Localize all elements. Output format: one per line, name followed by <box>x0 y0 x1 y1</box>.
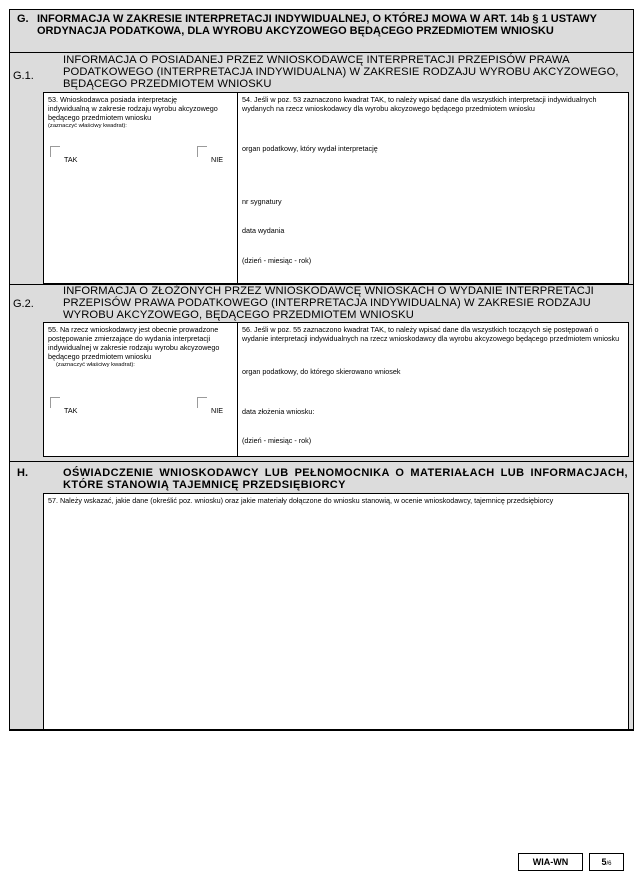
field-54[interactable] <box>237 92 629 284</box>
field-55-label: 55. Na rzecz wnioskodawcy jest obecnie prowadzone postępowanie zmierzające do wydania interpretacji indywidualnej w zakresie rodzaju wyrobu akcyzowego będącego przedmiotem wniosku <box>48 325 220 361</box>
field-55-nie-label: NIE <box>211 406 223 415</box>
divider-g1 <box>9 52 634 53</box>
page-number-box <box>589 853 624 871</box>
field-53-label: 53. Wnioskodawca posiada interpretację indywidualną w zakresie rodzaju wyrobu akcyzowego będącego przedmiotem wniosku <box>48 95 218 122</box>
field-57-label: 57. Należy wskazać, jakie dane (określić poz. wniosku) oraz jakie materiały dołączone do wniosku stanowią, w ocenie wnioskodawcy, tajemnicę przedsiębiorcy <box>48 496 554 505</box>
field-54-label: 54. Jeśli w poz. 53 zaznaczono kwadrat TAK, to należy wpisać dane dla wszystkich interpretacji indywidualnych wydanych na rzecz wnioskodawcy dla wyrobu akcyzowego będącego przedmiotem wniosku <box>242 95 597 113</box>
field-56-date: data złożenia wniosku: <box>242 407 315 416</box>
page-total: /6 <box>606 861 612 867</box>
field-55-tak-label: TAK <box>64 406 78 415</box>
section-h-letter: H. <box>17 467 28 479</box>
form-code: WIA-WN <box>532 857 569 867</box>
field-53-tak-label: TAK <box>64 155 78 164</box>
field-56[interactable] <box>237 322 629 457</box>
field-56-date-format: (dzień - miesiąc - rok) <box>242 436 312 445</box>
g2-code: G.2. <box>13 298 34 310</box>
field-55-tak-checkbox[interactable] <box>50 397 60 408</box>
section-g-letter: G. <box>17 13 29 25</box>
page-number: 5 <box>601 857 607 867</box>
field-54-authority: organ podatkowy, który wydał interpretację <box>242 144 378 153</box>
field-55-hint: (zaznaczyć właściwy kwadrat): <box>56 362 135 368</box>
field-57[interactable] <box>43 493 629 730</box>
field-53-nie-checkbox[interactable] <box>197 146 207 157</box>
field-53 <box>43 92 238 284</box>
field-54-date-format: (dzień - miesiąc - rok) <box>242 256 312 265</box>
section-g-title: INFORMACJA W ZAKRESIE INTERPRETACJI INDYWIDUALNEJ, O KTÓREJ MOWA W ART. 14b § 1 USTAWY ORDYNACJA PODATKOWA, DLA WYROBU AKCYZOWEGO BĘDĄCEGO PRZEDMIOTEM WNIOSKU <box>37 13 597 37</box>
field-55-nie-checkbox[interactable] <box>197 397 207 408</box>
field-53-tak-checkbox[interactable] <box>50 146 60 157</box>
field-54-date: data wydania <box>242 226 285 235</box>
g2-title: INFORMACJA O ZŁOŻONYCH PRZEZ WNIOSKODAWCĘ WNIOSKACH O WYDANIE INTERPRETACJI PRZEPISÓW PRAWA PODATKOWEGO (INTERPRETACJA INDYWIDUALNA) W ZAKRESIE RODZAJU WYROBU AKCYZOWEGO, BĘDĄCEGO PRZEDMIOTEM WNIOSKU <box>63 285 594 321</box>
field-56-authority: organ podatkowy, do którego skierowano wniosek <box>242 367 401 376</box>
g1-code: G.1. <box>13 70 34 82</box>
field-53-hint: (zaznaczyć właściwy kwadrat): <box>48 123 127 129</box>
section-h-title: OŚWIADCZENIE WNIOSKODAWCY LUB PEŁNOMOCNIKA O MATERIAŁACH LUB INFORMACJACH, KTÓRE STANOWIĄ TAJEMNICĘ PRZEDSIĘBIORCY <box>63 467 628 491</box>
form-bottom-rule <box>9 729 634 731</box>
field-54-signature: nr sygnatury <box>242 197 282 206</box>
field-53-nie-label: NIE <box>211 155 223 164</box>
form-code-box <box>518 853 583 871</box>
g1-title: INFORMACJA O POSIADANEJ PRZEZ WNIOSKODAWCĘ INTERPRETACJI PRZEPISÓW PRAWA PODATKOWEGO (INTERPRETACJA INDYWIDUALNA) W ZAKRESIE RODZAJU WYROBU AKCYZOWEGO, BĘDĄCEGO PRZEDMIOTEM WNIOSKU <box>63 54 619 90</box>
field-56-label: 56. Jeśli w poz. 55 zaznaczono kwadrat TAK, to należy wpisać dane dla wszystkich toczących się postępowań o wydanie interpretacji indywidualnych na rzecz wnioskodawcy dla wyrobu akcyzowego będącego przedmiotem wniosku <box>242 325 620 343</box>
field-55 <box>43 322 238 457</box>
divider-h <box>9 461 634 462</box>
